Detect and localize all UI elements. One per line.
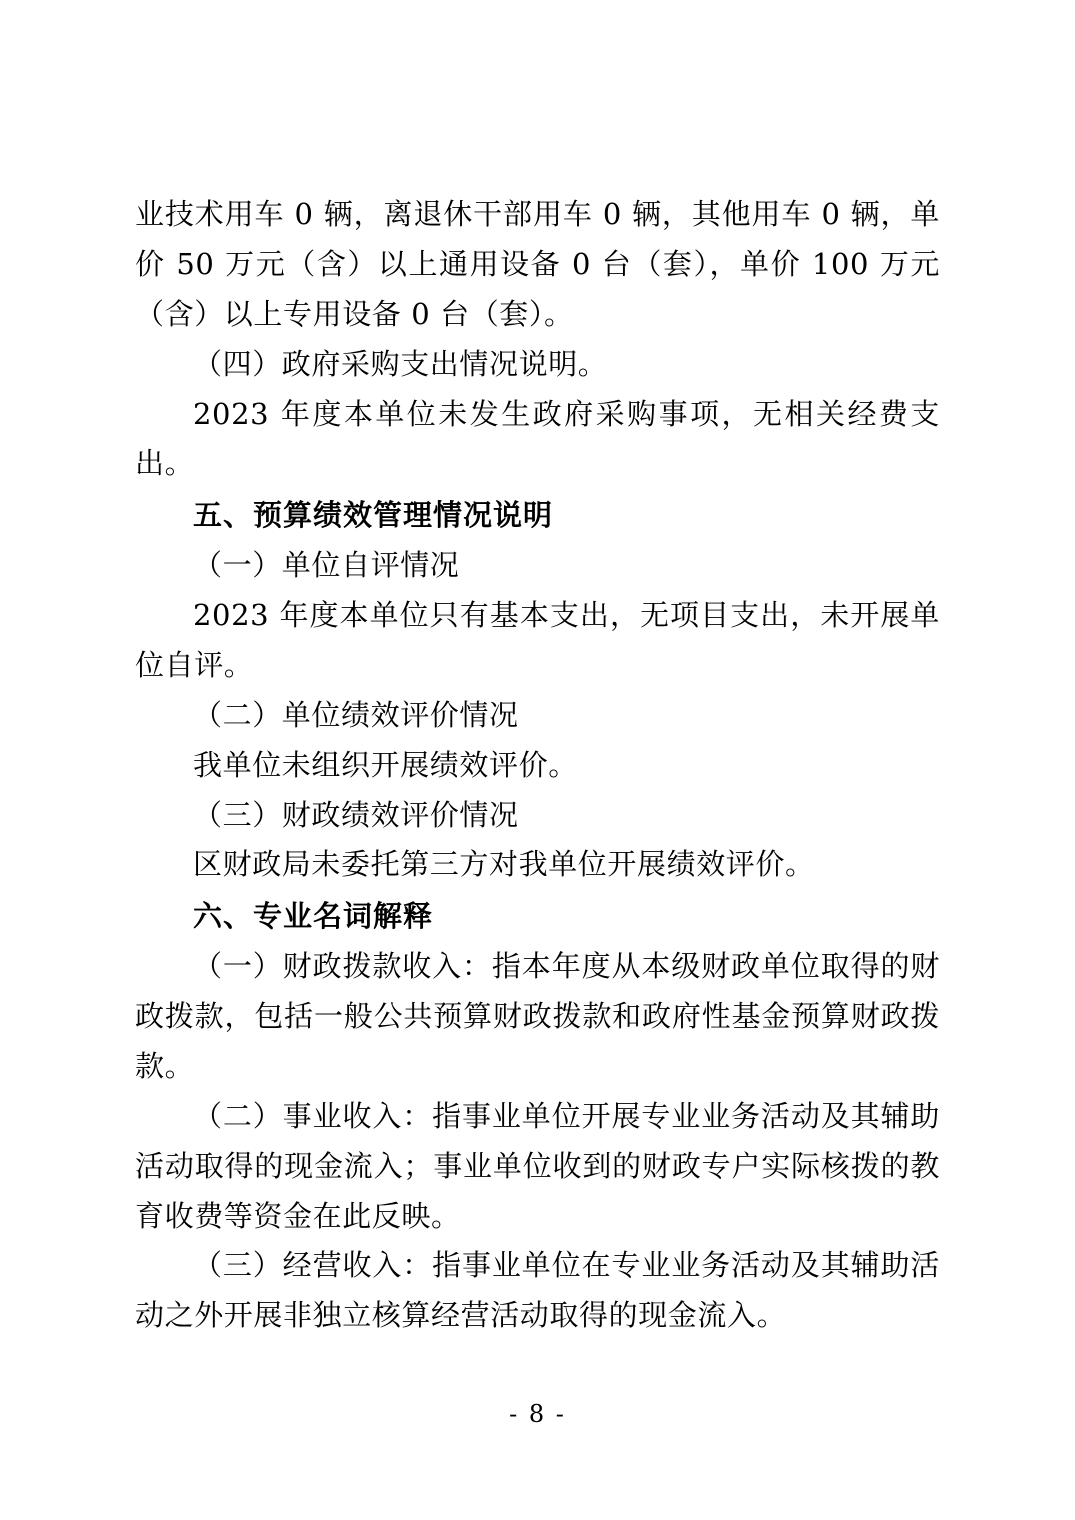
paragraph-vehicles-equipment: 业技术用车 0 辆，离退休干部用车 0 辆，其他用车 0 辆，单价 50 万元（含）以上通用设备 0 台（套），单价 100 万元（含）以上专用设备 0 台（套）。: [135, 197, 940, 331]
heading-section-six: 六、专业名词解释: [193, 899, 434, 934]
heading-section-five: 五、预算绩效管理情况说明: [193, 498, 554, 533]
paragraph-unit-evaluation-body: 我单位未组织开展绩效评价。: [193, 747, 578, 782]
paragraph-term-operating-income: （三）经营收入：指事业单位在专业业务活动及其辅助活动之外开展非独立核算经营活动取得的现金流入。: [135, 1248, 940, 1333]
page-number: - 8 -: [509, 1400, 566, 1428]
paragraph-unit-evaluation-subtitle: （二）单位绩效评价情况: [193, 697, 519, 732]
paragraph-self-evaluation-subtitle: （一）单位自评情况: [193, 548, 460, 583]
paragraph-procurement-subtitle: （四）政府采购支出情况说明。: [193, 346, 608, 381]
paragraph-finance-evaluation-subtitle: （三）财政绩效评价情况: [193, 797, 519, 832]
document-body: [135, 190, 940, 1341]
paragraph-term-business-income: （二）事业收入：指事业单位开展专业业务活动及其辅助活动取得的现金流入；事业单位收到的财政专户实际核拨的教育收费等资金在此反映。: [135, 1098, 940, 1233]
paragraph-term-fiscal-appropriation-income: （一）财政拨款收入：指本年度从本级财政单位取得的财政拨款，包括一般公共预算财政拨款和政府性基金预算财政拨款。: [135, 949, 940, 1083]
paragraph-finance-evaluation-body: 区财政局未委托第三方对我单位开展绩效评价。: [193, 847, 815, 882]
paragraph-self-evaluation-body: 2023 年度本单位只有基本支出，无项目支出，未开展单位自评。: [135, 598, 940, 682]
paragraph-procurement-body: 2023 年度本单位未发生政府采购事项，无相关经费支出。: [135, 396, 940, 481]
